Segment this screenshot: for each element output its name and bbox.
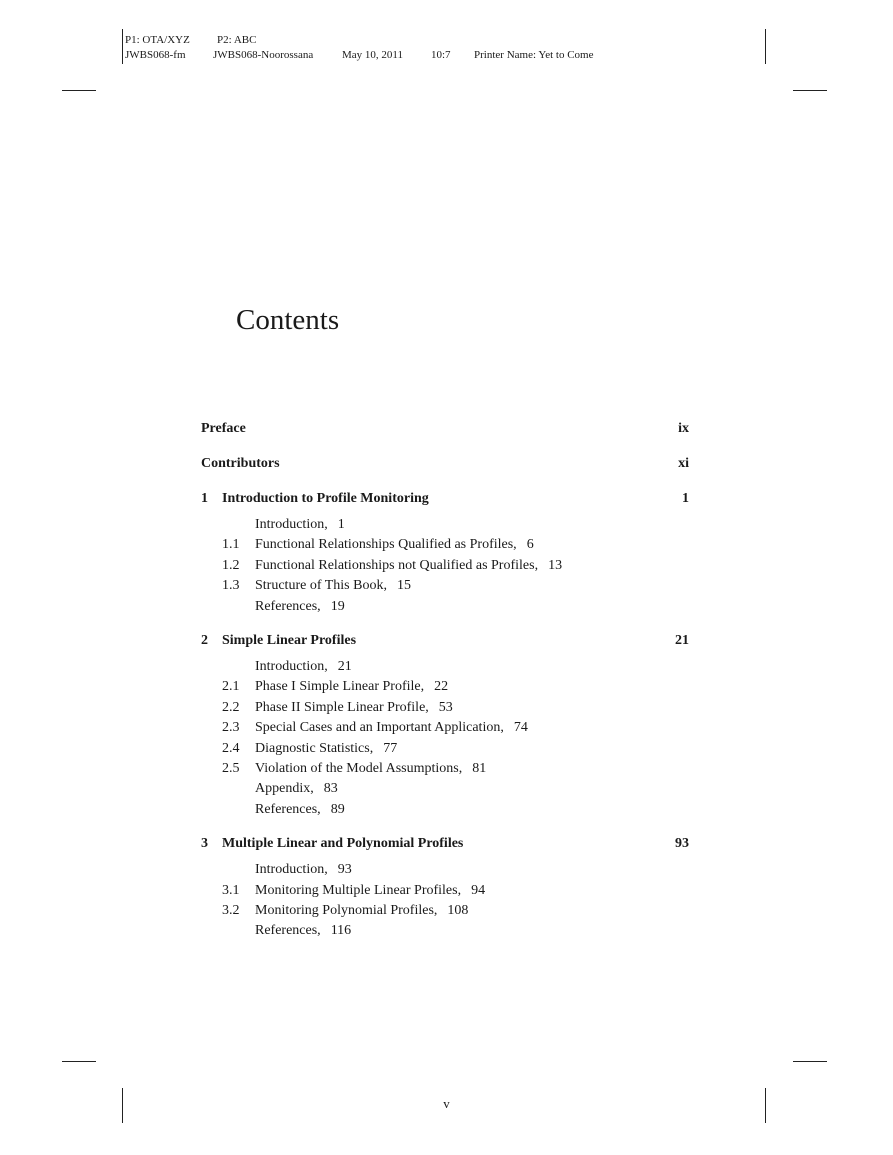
- toc-entry: [255, 760, 486, 778]
- toc-chapter-number: 2: [201, 633, 208, 648]
- toc-section-number: 1.1: [222, 537, 240, 553]
- toc-entry-title: Functional Relationships not Qualified as Profiles,: [255, 557, 539, 573]
- header-printer: Printer Name: Yet to Come: [474, 49, 594, 61]
- toc-section-number: 2.1: [222, 679, 240, 695]
- toc-chapter-number: 1: [201, 491, 208, 506]
- toc-entry-title: Introduction,: [255, 659, 328, 674]
- toc-entry-page: 15: [396, 578, 411, 594]
- crop-mark-top-left-horizontal: [62, 90, 96, 91]
- header-date: May 10, 2011: [342, 49, 404, 61]
- toc-chapter-title: Introduction to Profile Monitoring: [222, 491, 429, 506]
- toc-entry-page: 22: [434, 679, 449, 695]
- toc-entry-page: 53: [438, 699, 453, 715]
- toc-entry-page: 94: [471, 882, 486, 898]
- toc-entry-page: 77: [383, 740, 398, 756]
- toc-entry-page: 116: [330, 923, 352, 939]
- toc-entry-page: 83: [323, 781, 338, 797]
- toc-section-number: 3.2: [222, 903, 240, 918]
- toc-entry-page: 81: [472, 761, 487, 776]
- header-p2: P2: ABC: [217, 34, 257, 46]
- toc-entry-title: References,: [255, 923, 321, 939]
- toc-entry-title: Appendix,: [255, 781, 314, 797]
- toc-entry-title: Special Cases and an Important Application,: [255, 720, 504, 736]
- toc-section-number: 1.3: [222, 578, 240, 594]
- toc-front-matter-title: Contributors: [201, 456, 280, 471]
- toc-entry: [255, 780, 338, 798]
- toc-chapter-title: Simple Linear Profiles: [222, 633, 357, 648]
- toc-entry-title: Introduction,: [255, 862, 328, 878]
- toc-entry: [255, 922, 351, 940]
- toc-section-number: 1.2: [222, 557, 240, 573]
- toc-entry-page: 21: [337, 659, 352, 674]
- toc-entry-page: 93: [337, 862, 352, 878]
- toc-entry-title: Phase II Simple Linear Profile,: [255, 699, 429, 715]
- toc-entry: [255, 861, 352, 879]
- toc-entry-page: 19: [330, 598, 345, 614]
- toc-entry: [255, 882, 485, 900]
- toc-entry: [255, 740, 397, 758]
- toc-entry-page: 89: [330, 801, 345, 817]
- toc-entry-title: References,: [255, 598, 321, 614]
- toc-chapter-number: 3: [201, 836, 208, 852]
- toc-entry-title: Phase I Simple Linear Profile,: [255, 679, 425, 695]
- print-header: [125, 33, 725, 65]
- toc-entry: [255, 516, 345, 534]
- crop-mark-bottom-left-horizontal: [62, 1061, 96, 1062]
- crop-mark-bottom-right-horizontal: [793, 1061, 827, 1062]
- toc-entry-title: References,: [255, 801, 321, 817]
- toc-entry-page: 1: [337, 517, 345, 532]
- toc-entry: [255, 598, 345, 616]
- toc-section-number: 2.2: [222, 699, 240, 715]
- toc-entry: [255, 557, 562, 575]
- toc-entry-title: Violation of the Model Assumptions,: [255, 761, 463, 776]
- header-time: 10:7: [431, 49, 451, 61]
- toc-chapter-title: Multiple Linear and Polynomial Profiles: [222, 836, 464, 852]
- toc-entry: [255, 801, 345, 819]
- page-number: v: [443, 1096, 450, 1111]
- crop-mark-top-right-horizontal: [793, 90, 827, 91]
- header-book-id: JWBS068-Noorossana: [213, 49, 314, 61]
- toc-entry: [255, 577, 411, 595]
- page-title: Contents: [236, 304, 340, 336]
- toc-chapter-page: 93: [675, 836, 689, 852]
- toc-entry: [255, 902, 468, 920]
- toc-entry-page: 108: [447, 903, 469, 918]
- toc-section-number: 2.3: [222, 720, 240, 736]
- toc-entry-page: 6: [526, 537, 534, 553]
- toc-section-number: 2.4: [222, 740, 240, 756]
- toc-section-number: 2.5: [222, 761, 240, 776]
- toc-front-matter-page: xi: [678, 456, 689, 471]
- toc-chapter-page: 1: [682, 491, 689, 506]
- toc-entry-title: Monitoring Multiple Linear Profiles,: [255, 882, 462, 898]
- toc-entry: [255, 699, 453, 717]
- header-p1: P1: OTA/XYZ: [125, 34, 190, 46]
- toc-entry: [255, 719, 528, 737]
- toc-entry-title: Introduction,: [255, 517, 328, 532]
- toc-chapter-page: 21: [675, 633, 689, 648]
- toc-entry-title: Structure of This Book,: [255, 578, 387, 594]
- toc-entry: [255, 678, 448, 696]
- toc-entry-title: Diagnostic Statistics,: [255, 740, 374, 756]
- toc-entry-title: Functional Relationships Qualified as Profiles,: [255, 537, 517, 553]
- toc-entry: [255, 658, 352, 676]
- toc-section-number: 3.1: [222, 882, 240, 898]
- toc-front-matter-title: Preface: [201, 421, 246, 436]
- toc-entry: [255, 536, 534, 554]
- crop-mark-top-left-vertical: [122, 29, 123, 64]
- crop-mark-top-right-vertical: [765, 29, 766, 64]
- toc-entry-page: 13: [548, 557, 563, 573]
- header-file-id: JWBS068-fm: [125, 49, 186, 61]
- toc-front-matter-page: ix: [678, 421, 689, 436]
- toc-entry-page: 74: [513, 720, 528, 736]
- toc-entry-title: Monitoring Polynomial Profiles,: [255, 903, 438, 918]
